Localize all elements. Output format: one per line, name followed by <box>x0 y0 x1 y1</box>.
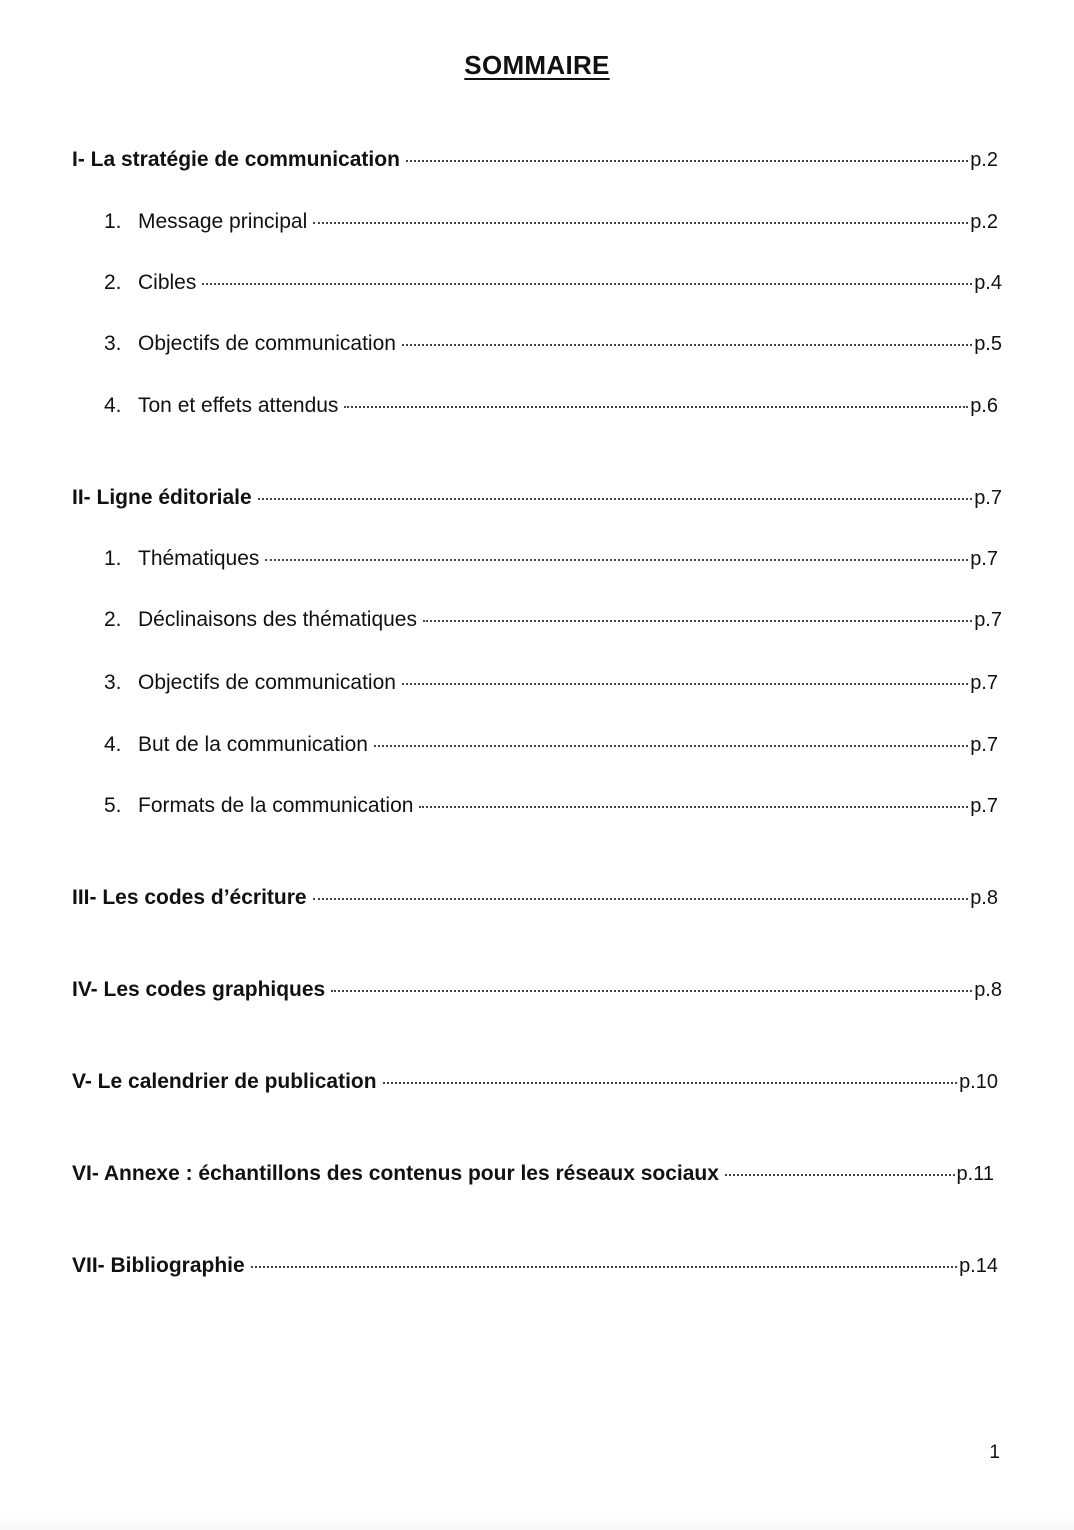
toc-entry-section-1[interactable] <box>72 148 998 178</box>
toc-entry-section-4[interactable] <box>72 978 1002 1008</box>
toc-entry-page: p.8 <box>974 979 1002 1001</box>
toc-entry-page: p.7 <box>970 672 998 694</box>
toc-entry-number: 1. <box>104 210 122 233</box>
toc-entry-section-3[interactable] <box>72 886 998 916</box>
dot-leader <box>423 620 972 622</box>
toc-entry-label: V- Le calendrier de publication <box>72 1070 377 1093</box>
toc-entry-page: p.2 <box>970 211 998 233</box>
toc-entry-number: 1. <box>104 547 122 570</box>
toc-entry-section-2[interactable] <box>72 486 1002 516</box>
toc-entry-1-2[interactable] <box>104 271 1002 301</box>
dot-leader <box>258 498 972 500</box>
toc-entry-page: p.7 <box>974 487 1002 509</box>
dot-leader <box>265 559 968 561</box>
toc-entry-2-4[interactable] <box>104 733 998 763</box>
dot-leader <box>313 222 968 224</box>
toc-entry-label: I- La stratégie de communication <box>72 148 400 171</box>
toc-entry-page: p.7 <box>970 795 998 817</box>
toc-entry-number: 4. <box>104 394 122 417</box>
dot-leader <box>402 683 968 685</box>
toc-entry-page: p.14 <box>959 1255 998 1277</box>
toc-entry-number: 2. <box>104 608 122 631</box>
toc-entry-page: p.5 <box>974 333 1002 355</box>
toc-entry-page: p.4 <box>974 272 1002 294</box>
toc-entry-2-5[interactable] <box>104 794 998 824</box>
toc-entry-2-2[interactable] <box>104 608 1002 638</box>
toc-entry-section-5[interactable] <box>72 1070 998 1100</box>
dot-leader <box>725 1174 955 1176</box>
toc-entry-section-6[interactable] <box>72 1162 994 1192</box>
toc-entry-label: Objectifs de communication <box>138 332 396 355</box>
toc-entry-label: Ton et effets attendus <box>138 394 339 417</box>
toc-entry-number: 3. <box>104 332 122 355</box>
toc-entry-page: p.7 <box>970 734 998 756</box>
page-number: 1 <box>989 1442 1000 1463</box>
toc-entry-label: VI- Annexe : échantillons des contenus pour les réseaux sociaux <box>72 1162 719 1185</box>
toc-entry-1-1[interactable] <box>104 210 998 240</box>
toc-entry-number: 4. <box>104 733 122 756</box>
dot-leader <box>374 745 968 747</box>
dot-leader <box>202 283 972 285</box>
toc-entry-2-3[interactable] <box>104 671 998 701</box>
toc-entry-1-3[interactable] <box>104 332 1002 362</box>
toc-entry-1-4[interactable] <box>104 394 998 424</box>
dot-leader <box>419 806 968 808</box>
toc-entry-number: 5. <box>104 794 122 817</box>
toc-entry-label: Objectifs de communication <box>138 671 396 694</box>
toc-entry-label: Cibles <box>138 271 197 294</box>
toc-entry-page: p.6 <box>970 395 998 417</box>
toc-title: SOMMAIRE <box>464 50 610 80</box>
toc-entry-number: 2. <box>104 271 122 294</box>
dot-leader <box>251 1266 957 1268</box>
toc-entry-page: p.11 <box>956 1163 994 1185</box>
toc-entry-page: p.8 <box>970 887 998 909</box>
dot-leader <box>383 1082 957 1084</box>
toc-entry-label: But de la communication <box>138 733 368 756</box>
toc-entry-page: p.7 <box>974 609 1002 631</box>
toc-entry-number: 3. <box>104 671 122 694</box>
toc-entry-label: Déclinaisons des thématiques <box>138 608 417 631</box>
toc-entry-page: p.2 <box>970 149 998 171</box>
toc-entry-label: Formats de la communication <box>138 794 414 817</box>
toc-entry-label: III- Les codes d’écriture <box>72 886 307 909</box>
dot-leader <box>344 406 968 408</box>
dot-leader <box>313 898 969 900</box>
toc-entry-section-7[interactable] <box>72 1254 998 1284</box>
dot-leader <box>402 344 972 346</box>
toc-entry-label: Thématiques <box>138 547 260 570</box>
dot-leader <box>331 990 972 992</box>
toc-entry-2-1[interactable] <box>104 547 998 577</box>
toc-entry-label: VII- Bibliographie <box>72 1254 245 1277</box>
toc-entry-label: Message principal <box>138 210 308 233</box>
page-bottom-edge <box>0 1516 1074 1530</box>
toc-entry-page: p.7 <box>970 548 998 570</box>
toc-entry-label: II- Ligne éditoriale <box>72 486 252 509</box>
toc-entry-page: p.10 <box>959 1071 998 1093</box>
dot-leader <box>406 160 968 162</box>
toc-entry-label: IV- Les codes graphiques <box>72 978 326 1001</box>
